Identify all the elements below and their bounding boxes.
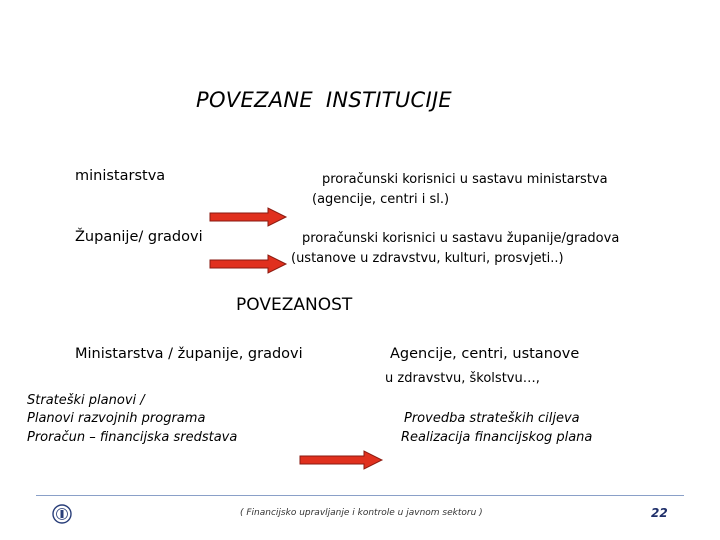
footer-divider — [36, 495, 684, 496]
row-right-line2-ministarstva: (agencije, centri i sl.) — [312, 192, 450, 207]
university-seal-icon — [52, 503, 72, 525]
section-heading-povezanost: POVEZANOST — [236, 295, 353, 315]
footer-text: ( Financijsko upravljanje i kontrole u javnom sektoru ) — [240, 508, 483, 518]
left-item: Planovi razvojnih programa — [27, 411, 206, 426]
page-number: 22 — [651, 506, 668, 520]
right-item: Provedba strateških ciljeva — [404, 411, 580, 426]
povezanost-right-label-line1: Agencije, centri, ustanove — [390, 346, 580, 362]
arrow-right-icon — [208, 206, 288, 228]
row-left-zupanije: Županije/ gradovi — [75, 229, 203, 245]
arrow-right-icon — [208, 253, 288, 275]
left-item: Strateški planovi / — [27, 393, 145, 408]
povezanost-right-label-line2: u zdravstvu, školstvu…, — [385, 371, 540, 386]
row-right-line1-zupanije: proračunski korisnici u sastavu županije/gradova — [302, 231, 620, 246]
row-left-ministarstva: ministarstva — [75, 168, 166, 184]
row-right-line2-zupanije: (ustanove u zdravstvu, kulturi, prosvjeti..) — [291, 251, 564, 266]
page-title: POVEZANE INSTITUCIJE — [196, 88, 453, 112]
row-right-line1-ministarstva: proračunski korisnici u sastavu ministarstva — [322, 172, 608, 187]
povezanost-left-label: Ministarstva / županije, gradovi — [75, 346, 303, 362]
right-item: Realizacija financijskog plana — [401, 430, 593, 445]
arrow-right-icon — [298, 449, 384, 471]
left-item: Proračun – financijska sredstava — [27, 430, 238, 445]
